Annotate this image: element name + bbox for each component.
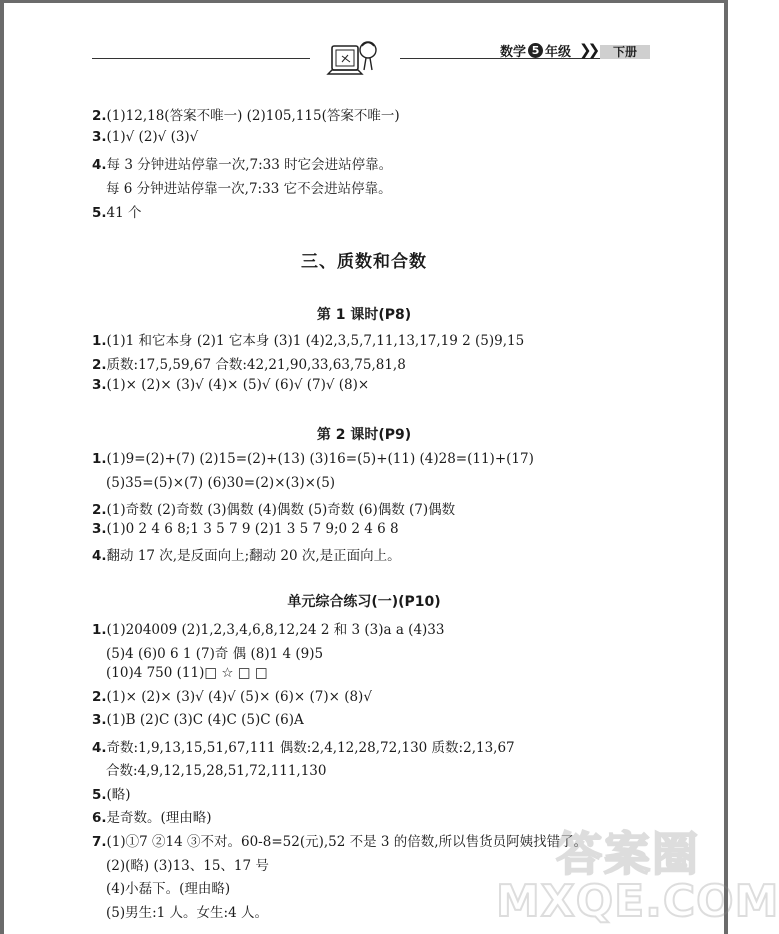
page-frame-right xyxy=(724,0,728,934)
answer-line: 5.(略) xyxy=(92,787,131,803)
student-computer-icon xyxy=(322,36,382,82)
header-volume-badge: 下册 xyxy=(600,45,650,59)
answer-line: 1.(1)204009 (2)1,2,3,4,6,8,12,24 2 和 3 (3)a a (4)33 xyxy=(92,622,445,638)
answer-line: (10)4 750 (11)□ ☆ □ □ xyxy=(106,665,268,681)
header-grade-number: 5 xyxy=(528,43,543,58)
header-grade-suffix: 年级 xyxy=(545,44,572,60)
lesson-2-title: 第 2 课时(P9) xyxy=(316,427,412,443)
answer-line: 合数:4,9,12,15,28,51,72,111,130 xyxy=(106,763,327,779)
header-subject: 数学 xyxy=(500,44,527,60)
header-subject-grade xyxy=(500,40,596,60)
answer-line: (4)小磊下。(理由略) xyxy=(106,881,231,897)
answer-line: (2)(略) (3)13、15、17 号 xyxy=(106,858,269,874)
answer-line: 2.(1)奇数 (2)奇数 (3)偶数 (4)偶数 (5)奇数 (6)偶数 (7)偶数 xyxy=(92,502,456,518)
answer-line: (5)35=(5)×(7) (6)30=(2)×(3)×(5) xyxy=(106,475,336,491)
double-chevron-icon: ❯❯ xyxy=(579,41,597,59)
answer-line: 3.(1)× (2)× (3)√ (4)× (5)√ (6)√ (7)√ (8)× xyxy=(92,377,370,393)
answer-line: 2.(1)12,18(答案不唯一) (2)105,115(答案不唯一) xyxy=(92,108,400,124)
answer-line: 5.41 个 xyxy=(92,205,142,221)
answer-line: (5)男生:1 人。女生:4 人。 xyxy=(106,905,268,921)
section-title: 三、质数和合数 xyxy=(301,252,427,272)
page-frame-top xyxy=(0,0,728,3)
answer-line: 4.奇数:1,9,13,15,51,67,111 偶数:2,4,12,28,72,130 质数:2,13,67 xyxy=(92,740,515,756)
answer-line: 3.(1)B (2)C (3)C (4)C (5)C (6)A xyxy=(92,712,304,728)
answer-line: 每 6 分钟进站停靠一次,7:33 它不会进站停靠。 xyxy=(106,181,392,197)
unit-review-title: 单元综合练习(一)(P10) xyxy=(287,594,441,610)
answer-line: 3.(1)√ (2)√ (3)√ xyxy=(92,129,199,145)
answer-line: 7.(1)①7 ②14 ③不对。60-8=52(元),52 不是 3 的倍数,所以售货员阿姨找错了。 xyxy=(92,834,588,850)
answer-line: 2.质数:17,5,59,67 合数:42,21,90,33,63,75,81,8 xyxy=(92,357,406,373)
watermark-cn: 答案圈 xyxy=(556,827,700,881)
answer-line: 4.每 3 分钟进站停靠一次,7:33 时它会进站停靠。 xyxy=(92,157,393,173)
watermark-en: MXQE.COM xyxy=(496,876,779,927)
header-rule-left xyxy=(92,58,310,59)
lesson-1-title: 第 1 课时(P8) xyxy=(316,307,412,323)
answer-line: 4.翻动 17 次,是反面向上;翻动 20 次,是正面向上。 xyxy=(92,548,401,564)
answer-line: 1.(1)9=(2)+(7) (2)15=(2)+(13) (3)16=(5)+(11) (4)28=(11)+(17) xyxy=(92,451,534,467)
answer-line: 6.是奇数。(理由略) xyxy=(92,810,212,826)
answer-line: 1.(1)1 和它本身 (2)1 它本身 (3)1 (4)2,3,5,7,11,13,17,19 2 (5)9,15 xyxy=(92,333,525,349)
answer-line: (5)4 (6)0 6 1 (7)奇 偶 (8)1 4 (9)5 xyxy=(106,646,324,662)
answer-line: 2.(1)× (2)× (3)√ (4)√ (5)× (6)× (7)× (8)√ xyxy=(92,689,372,705)
answer-line: 3.(1)0 2 4 6 8;1 3 5 7 9 (2)1 3 5 7 9;0 2 4 6 8 xyxy=(92,521,399,537)
page-frame-left xyxy=(0,0,4,934)
